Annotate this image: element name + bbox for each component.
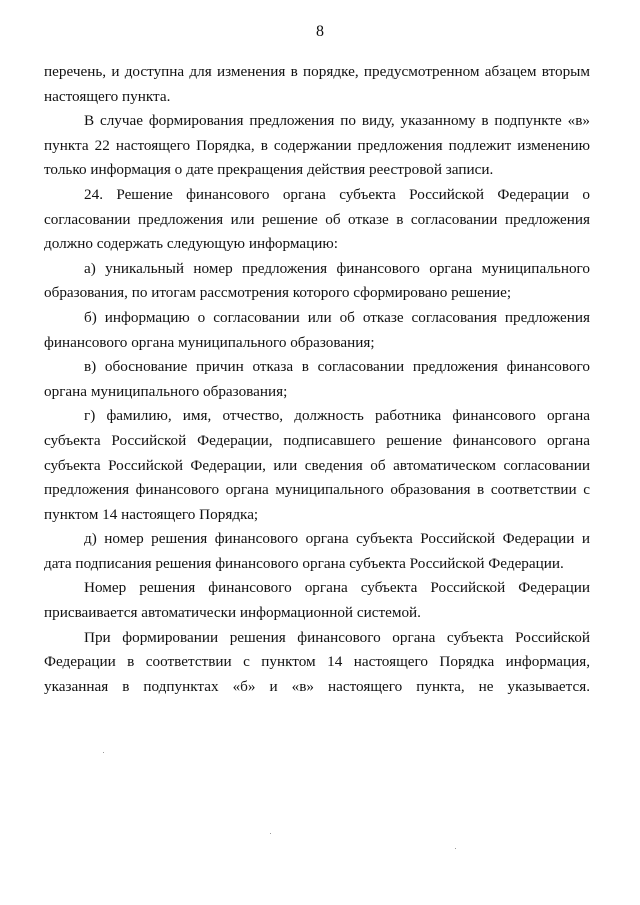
list-item-a: а) уникальный номер предложения финансового органа муниципального образования, по итогам рассмотрения которого сформировано решение; [44,259,590,302]
document-body [44,60,590,699]
scan-speck [270,833,271,834]
paragraph-decision-number: Номер решения финансового органа субъекта Российской Федерации присваивается автоматически информационной системой. [44,579,590,622]
paragraph-item-24: 24. Решение финансового органа субъекта Российской Федерации о согласовании предложения или решение об отказе в согласовании предложения должно содержать следующую информацию: [44,185,590,253]
list-item-v: в) обоснование причин отказа в согласовании предложения финансового органа муниципального образования; [44,358,590,400]
list-item-g: г) фамилию, имя, отчество, должность работника финансового органа субъекта Российской Федерации, подписавшего решение финансового органа субъекта Российской Федерации, или сведения об автоматическом согласовании предложения финансового органа муниципального образования в соответствии с пунктом 14 настоящего Порядка; [44,407,590,523]
paragraph-continuation: перечень, и доступна для изменения в порядке, предусмотренном абзацем вторым настоящего пункта. [44,63,590,105]
scan-speck [455,848,456,849]
paragraph-final: При формировании решения финансового органа субъекта Российской Федерации в соответствии с пунктом 14 настоящего Порядка информация, указанная в подпунктах «б» и «в» настоящего пункта, не указывается. [44,628,590,695]
list-item-d: д) номер решения финансового органа субъекта Российской Федерации и дата подписания решения финансового органа субъекта Российской Федерации. [44,530,590,572]
paragraph-variant-v: В случае формирования предложения по виду, указанному в подпункте «в» пункта 22 настоящего Порядка, в содержании предложения подлежит изменению только информация о дате прекращения действия реестровой записи. [44,112,590,179]
page-number: 8 [316,23,324,40]
list-item-b: б) информацию о согласовании или об отказе согласования предложения финансового органа муниципального образования; [44,308,590,351]
scan-speck [103,752,104,753]
